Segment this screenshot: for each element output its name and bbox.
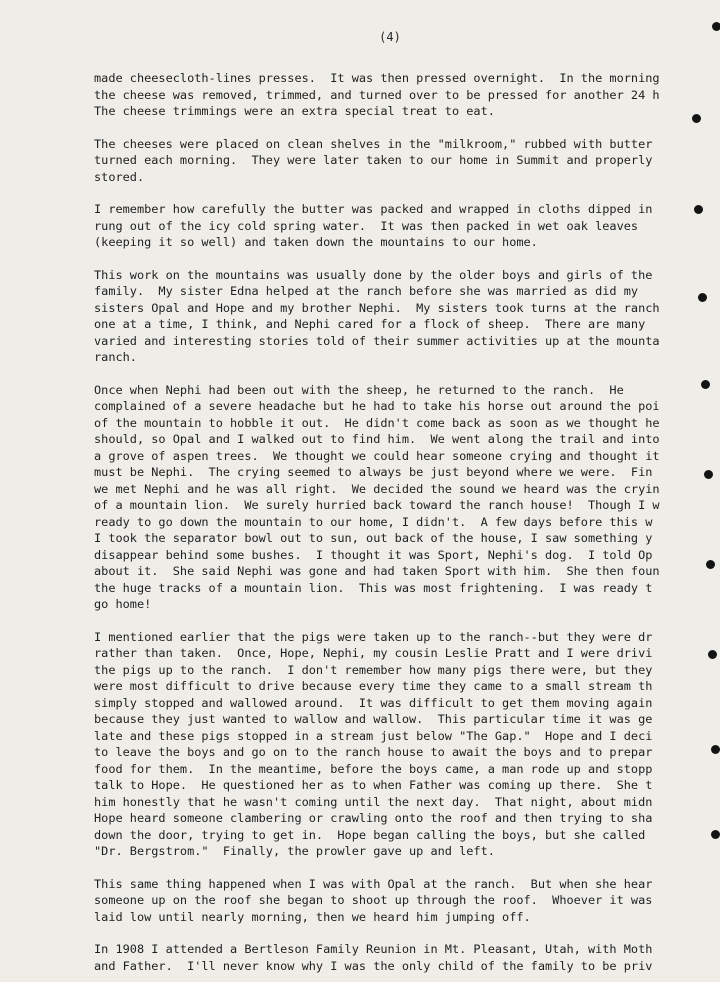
paragraph: [94, 136, 720, 186]
text-line: I remember how carefully the butter was packed and wrapped in cloths dipped in: [94, 202, 653, 216]
text-line: were most difficult to drive because every time they came to a small stream th: [94, 679, 653, 693]
text-line: food for them. In the meantime, before the boys came, a man rode up and stopp: [94, 761, 653, 776]
text-line: one at a time, I think, and Nephi cared for a flock of sheep. There are many: [94, 317, 646, 331]
text-line: and Father. I'll never know why I was the only child of the family to be priv: [94, 958, 653, 973]
text-line: must be Nephi. The crying seemed to always be just beyond where we were. Fin: [94, 465, 653, 479]
document-body: [94, 70, 720, 982]
text-line: we met Nephi and he was all right. We decided the sound we heard was the cryin: [94, 481, 660, 496]
text-line: stored.: [94, 169, 145, 184]
text-line: The cheese trimmings were an extra special treat to eat.: [94, 104, 495, 118]
text-line: In 1908 I attended a Bertleson Family Reunion in Mt. Pleasant, Utah, with Moth: [94, 942, 653, 956]
paragraph: [94, 70, 720, 120]
text-line: sisters Opal and Hope and my brother Nephi. My sisters took turns at the ranch: [94, 300, 660, 315]
page-number: (4): [379, 30, 401, 44]
text-line: of a mountain lion. We surely hurried back toward the ranch house! Though I w: [94, 498, 660, 512]
text-line: (keeping it so well) and taken down the mountains to our home.: [94, 235, 538, 249]
text-line: rung out of the icy cold spring water. It was then packed in wet oak leaves: [94, 218, 639, 233]
text-line: "Dr. Bergstrom." Finally, the prowler gave up and left.: [94, 844, 495, 858]
text-line: a grove of aspen trees. We thought we could hear someone crying and thought it: [94, 448, 660, 463]
text-line: The cheeses were placed on clean shelves in the "milkroom," rubbed with butter: [94, 136, 653, 151]
binder-hole-mark: [712, 22, 720, 31]
text-line: to leave the boys and go on to the ranch house to await the boys and to prepar: [94, 745, 653, 759]
text-line: ready to go down the mountain to our home, I didn't. A few days before this w: [94, 514, 653, 529]
text-line: complained of a severe headache but he had to take his horse out around the poi: [94, 399, 660, 413]
text-line: the huge tracks of a mountain lion. This was most frightening. I was ready t: [94, 580, 653, 595]
text-line: laid low until nearly morning, then we heard him jumping off.: [94, 909, 531, 924]
text-line: down the door, trying to get in. Hope began calling the boys, but she called: [94, 827, 646, 842]
text-line: I mentioned earlier that the pigs were taken up to the ranch--but they were dr: [94, 629, 653, 644]
text-line: the cheese was removed, trimmed, and turned over to be pressed for another 24 h: [94, 87, 660, 102]
text-line: someone up on the roof she began to shoot up through the roof. Whoever it was: [94, 893, 653, 907]
text-line: made cheesecloth-lines presses. It was then pressed overnight. In the morning: [94, 71, 660, 85]
text-line: varied and interesting stories told of their summer activities up at the mounta: [94, 333, 660, 348]
text-line: simply stopped and wallowed around. It was difficult to get them moving again: [94, 695, 653, 710]
paragraph: [94, 941, 720, 974]
text-line: because they just wanted to wallow and wallow. This particular time it was ge: [94, 712, 653, 726]
text-line: him honestly that he wasn't coming until the next day. That night, about midn: [94, 794, 653, 809]
text-line: should, so Opal and I walked out to find him. We went along the trail and into: [94, 432, 660, 446]
paragraph: [94, 267, 720, 366]
paragraph: [94, 629, 720, 860]
paragraph: [94, 382, 720, 613]
text-line: late and these pigs stopped in a stream just below "The Gap." Hope and I deci: [94, 728, 653, 743]
text-line: of the mountain to hobble it out. He didn't come back as soon as we thought he: [94, 415, 660, 430]
text-line: Hope heard someone clambering or crawling onto the roof and then trying to sha: [94, 811, 653, 825]
text-line: rather than taken. Once, Hope, Nephi, my cousin Leslie Pratt and I were drivi: [94, 646, 653, 660]
text-line: This work on the mountains was usually done by the older boys and girls of the: [94, 267, 653, 282]
text-line: This same thing happened when I was with Opal at the ranch. But when she hear: [94, 876, 653, 891]
text-line: Once when Nephi had been out with the sheep, he returned to the ranch. He: [94, 382, 624, 397]
text-line: the pigs up to the ranch. I don't remember how many pigs there were, but they: [94, 662, 653, 677]
text-line: I took the separator bowl out to sun, out back of the house, I saw something y: [94, 531, 653, 545]
text-line: disappear behind some bushes. I thought it was Sport, Nephi's dog. I told Op: [94, 547, 653, 562]
text-line: turned each morning. They were later taken to our home in Summit and properly: [94, 153, 653, 167]
text-line: go home!: [94, 597, 152, 611]
paragraph: [94, 201, 720, 251]
text-line: about it. She said Nephi was gone and had taken Sport with him. She then foun: [94, 564, 660, 578]
text-line: talk to Hope. He questioned her as to when Father was coming up there. She t: [94, 778, 653, 792]
text-line: family. My sister Edna helped at the ranch before she was married as did my: [94, 284, 639, 298]
text-line: ranch.: [94, 350, 137, 364]
paragraph: [94, 876, 720, 926]
